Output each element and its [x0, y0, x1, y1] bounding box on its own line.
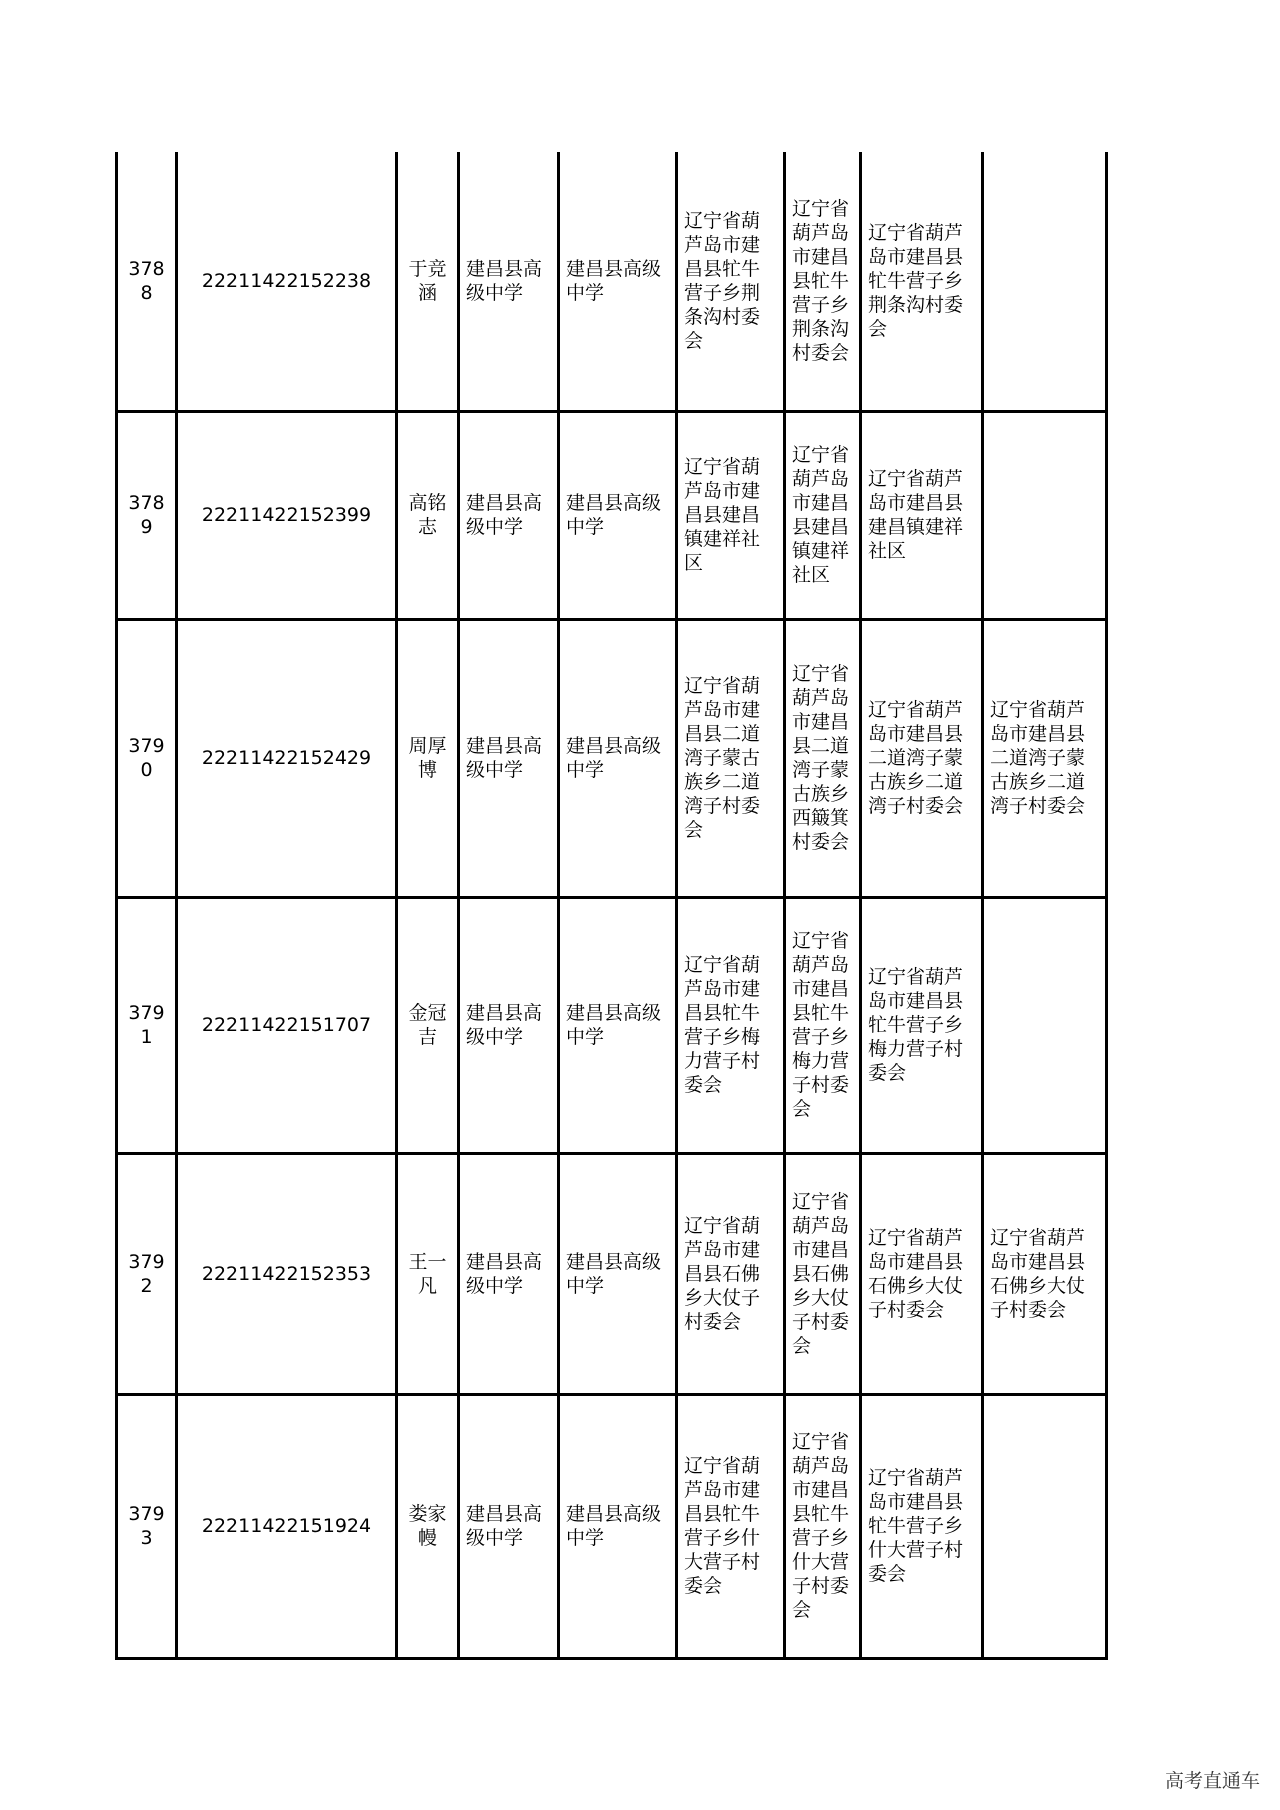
serial-number-cell: 3790 [117, 619, 177, 897]
address-cell: 辽宁省葫芦岛市建昌县牤牛营子乡荆条沟村委会 [677, 152, 785, 411]
address-cell: 辽宁省葫芦岛市建昌县牤牛营子乡什大营子村委会 [677, 1394, 785, 1658]
student-name-cell: 周厚博 [397, 619, 459, 897]
address-cell: 辽宁省葫芦岛市建昌县牤牛营子乡什大营子村委会 [785, 1394, 861, 1658]
address-cell [983, 1394, 1107, 1658]
address-cell: 辽宁省葫芦岛市建昌县牤牛营子乡荆条沟村委会 [861, 152, 983, 411]
address-cell: 辽宁省葫芦岛市建昌县建昌镇建祥社区 [677, 411, 785, 619]
serial-number-cell: 3792 [117, 1153, 177, 1394]
table-row [117, 619, 1107, 897]
address-cell [983, 152, 1107, 411]
address-cell: 辽宁省葫芦岛市建昌县建昌镇建祥社区 [785, 411, 861, 619]
student-name-cell: 金冠吉 [397, 897, 459, 1153]
serial-number-cell: 3793 [117, 1394, 177, 1658]
exam-id-cell: 22211422152238 [177, 152, 397, 411]
serial-number-cell: 3788 [117, 152, 177, 411]
school-cell: 建昌县高级中学 [559, 1394, 677, 1658]
address-cell: 辽宁省葫芦岛市建昌县二道湾子蒙古族乡西簸箕村委会 [785, 619, 861, 897]
school-cell: 建昌县高级中学 [459, 152, 559, 411]
table-row [117, 1153, 1107, 1394]
school-cell: 建昌县高级中学 [559, 619, 677, 897]
table-row [117, 1394, 1107, 1658]
exam-id-cell: 22211422152353 [177, 1153, 397, 1394]
address-cell: 辽宁省葫芦岛市建昌县石佛乡大仗子村委会 [785, 1153, 861, 1394]
exam-id-cell: 22211422152399 [177, 411, 397, 619]
address-cell: 辽宁省葫芦岛市建昌县建昌镇建祥社区 [861, 411, 983, 619]
address-cell: 辽宁省葫芦岛市建昌县石佛乡大仗子村委会 [861, 1153, 983, 1394]
roster-table [115, 152, 1108, 1660]
address-cell: 辽宁省葫芦岛市建昌县石佛乡大仗子村委会 [677, 1153, 785, 1394]
address-cell: 辽宁省葫芦岛市建昌县二道湾子蒙古族乡二道湾子村委会 [677, 619, 785, 897]
student-name-cell: 娄家幔 [397, 1394, 459, 1658]
serial-number-cell: 3789 [117, 411, 177, 619]
table-row [117, 411, 1107, 619]
serial-number-cell: 3791 [117, 897, 177, 1153]
student-name-cell: 高铭志 [397, 411, 459, 619]
address-cell: 辽宁省葫芦岛市建昌县牤牛营子乡什大营子村委会 [861, 1394, 983, 1658]
exam-id-cell: 22211422151924 [177, 1394, 397, 1658]
address-cell [983, 411, 1107, 619]
address-cell: 辽宁省葫芦岛市建昌县石佛乡大仗子村委会 [983, 1153, 1107, 1394]
student-name-cell: 于竞涵 [397, 152, 459, 411]
school-cell: 建昌县高级中学 [459, 897, 559, 1153]
address-cell: 辽宁省葫芦岛市建昌县二道湾子蒙古族乡二道湾子村委会 [983, 619, 1107, 897]
exam-id-cell: 22211422151707 [177, 897, 397, 1153]
student-name-cell: 王一凡 [397, 1153, 459, 1394]
watermark-text: 高考直通车 [1164, 1770, 1260, 1792]
address-cell: 辽宁省葫芦岛市建昌县牤牛营子乡梅力营子村委会 [785, 897, 861, 1153]
school-cell: 建昌县高级中学 [459, 411, 559, 619]
address-cell: 辽宁省葫芦岛市建昌县牤牛营子乡梅力营子村委会 [677, 897, 785, 1153]
school-cell: 建昌县高级中学 [459, 1394, 559, 1658]
table-row [117, 152, 1107, 411]
school-cell: 建昌县高级中学 [559, 152, 677, 411]
school-cell: 建昌县高级中学 [559, 1153, 677, 1394]
school-cell: 建昌县高级中学 [459, 619, 559, 897]
school-cell: 建昌县高级中学 [459, 1153, 559, 1394]
exam-id-cell: 22211422152429 [177, 619, 397, 897]
school-cell: 建昌县高级中学 [559, 897, 677, 1153]
address-cell: 辽宁省葫芦岛市建昌县二道湾子蒙古族乡二道湾子村委会 [861, 619, 983, 897]
address-cell: 辽宁省葫芦岛市建昌县牤牛营子乡梅力营子村委会 [861, 897, 983, 1153]
table-row [117, 897, 1107, 1153]
address-cell [983, 897, 1107, 1153]
school-cell: 建昌县高级中学 [559, 411, 677, 619]
address-cell: 辽宁省葫芦岛市建昌县牤牛营子乡荆条沟村委会 [785, 152, 861, 411]
